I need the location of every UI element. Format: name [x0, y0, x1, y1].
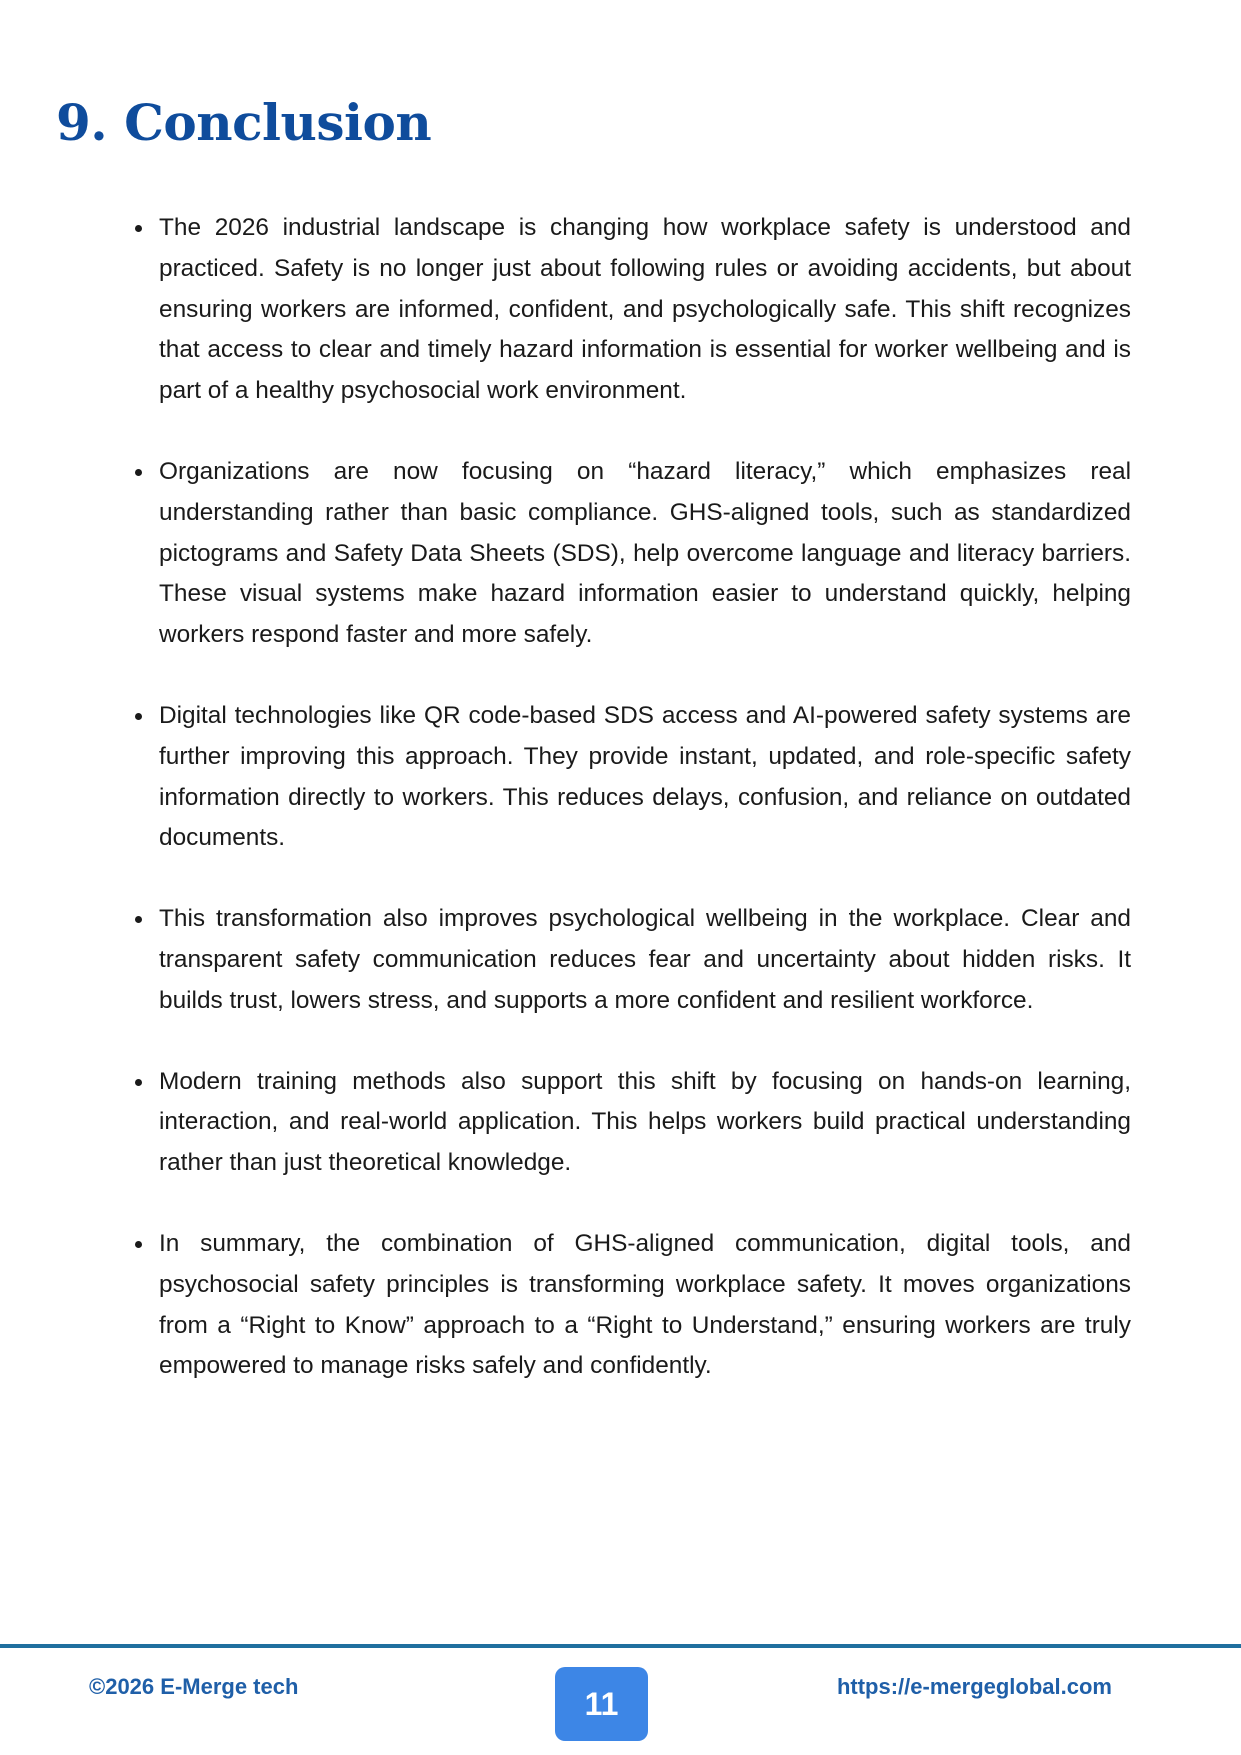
bullet-item-landscape: The 2026 industrial landscape is changing how workplace safety is understood and practiced. Safety is no longer just about following rules or avoiding accidents, but about ensuring workers are informed, confident, and psychologically safe. This shift recognizes that access to clear and timely hazard information is essential for worker wellbeing and is part of a healthy psychosocial work environment. [159, 208, 1131, 412]
footer-divider [0, 1644, 1241, 1648]
bullet-item-summary: In summary, the combination of GHS-aligned communication, digital tools, and psychosocial safety principles is transforming workplace safety. It moves organizations from a “Right to Know” approach to a “Right to Understand,” ensuring workers are truly empowered to manage risks safely and confidently. [159, 1224, 1131, 1387]
footer-website-link[interactable]: https://e-mergeglobal.com [836, 1674, 1112, 1699]
footer-copyright: ©2026 E-Merge tech [89, 1674, 299, 1699]
conclusion-bullet-list [159, 208, 1131, 1427]
page-title: 9. Conclusion [56, 93, 432, 152]
page-number-badge: 11 [555, 1667, 648, 1741]
bullet-item-digital-technologies: Digital technologies like QR code-based SDS access and AI-powered safety systems are further improving this approach. They provide instant, updated, and role-specific safety information directly to workers. This reduces delays, confusion, and reliance on outdated documents. [159, 696, 1131, 859]
bullet-item-psychological-wellbeing: This transformation also improves psychological wellbeing in the workplace. Clear and transparent safety communication reduces fear and uncertainty about hidden risks. It builds trust, lowers stress, and supports a more confident and resilient workforce. [159, 899, 1131, 1021]
bullet-item-hazard-literacy: Organizations are now focusing on “hazard literacy,” which emphasizes real understanding rather than basic compliance. GHS-aligned tools, such as standardized pictograms and Safety Data Sheets (SDS), help overcome language and literacy barriers. These visual systems make hazard information easier to understand quickly, helping workers respond faster and more safely. [159, 452, 1131, 656]
bullet-item-modern-training: Modern training methods also support this shift by focusing on hands-on learning, interaction, and real-world application. This helps workers build practical understanding rather than just theoretical knowledge. [159, 1062, 1131, 1184]
